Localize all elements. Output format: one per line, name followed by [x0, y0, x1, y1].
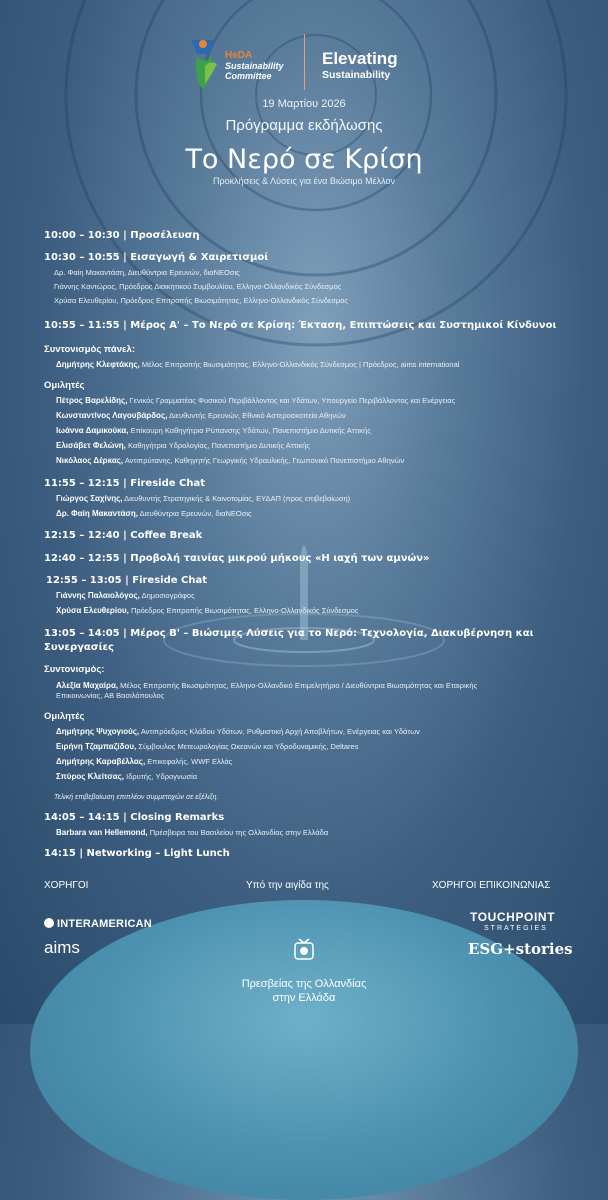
- agenda-person: Δρ. Φαίη Μακαντάση, Διευθύντρια Ερευνών, διαΝΕΟσις: [54, 268, 240, 277]
- interamerican-text: INTERAMERICAN: [57, 918, 152, 930]
- media-sponsors-label: ΧΟΡΗΓΟΙ ΕΠΙΚΟΙΝΩΝΙΑΣ: [432, 880, 551, 891]
- person-name: Κωνσταντίνος Λαγουβάρδος,: [56, 411, 168, 420]
- person-name: Νικόλαος Δέρκας,: [56, 456, 124, 465]
- agenda-slot: 10:00 – 10:30 | Προσέλευση: [44, 230, 200, 241]
- agenda-person: [56, 727, 420, 736]
- dutch-embassy-emblem-icon: [289, 937, 319, 965]
- agenda-slot: 10:55 – 11:55 | Μέρος Α' – Το Νερό σε Κρίση: Έκταση, Επιπτώσεις και Συστημικοί Κίνδυνοι: [44, 320, 557, 331]
- person-name: Ιωάννα Δαμικούκα,: [56, 426, 129, 435]
- person-role: Καθηγήτρια Υδρολογίας, Πανεπιστήμιο Δυτικής Αττικής: [128, 441, 310, 450]
- person-name: Χρύσα Ελευθερίου,: [56, 606, 129, 615]
- person-role: Γενικός Γραμματέας Φυσικού Περιβάλλοντος και Υδάτων, Υπουργείο Περιβάλλοντος και Ενέργειας: [129, 396, 456, 405]
- agenda-slot: 14:15 | Networking – Light Lunch: [44, 848, 230, 859]
- agenda-slot: 12:40 – 12:55 | Προβολή ταινίας μικρού μήκους «Η ιαχή των αμνών»: [44, 553, 430, 564]
- person-role: Διευθύντρια Ερευνών, διαΝΕΟσις: [139, 509, 252, 518]
- person-role: Αντιπρόεδρος Κλάδου Υδάτων, Ρυθμιστική Αρχή Αποβλήτων, Ενέργειας και Υδάτων: [140, 727, 420, 736]
- person-name: Ειρήνη Τζαμπαζίδου,: [56, 742, 137, 751]
- elevating-line2: Sustainability: [322, 69, 391, 81]
- agenda-slot: 11:55 – 12:15 | Fireside Chat: [44, 478, 206, 489]
- agenda-person: [56, 360, 459, 369]
- agenda-person: [56, 494, 350, 503]
- agenda-person: [56, 757, 232, 766]
- person-role: Μέλος Επιτροπής Βιωσιμότητας, Ελληνο-Ολλανδικός Σύνδεσμος | Πρόεδρος, aims international: [141, 360, 460, 369]
- person-name: Δημήτρης Κλεφτάκης,: [56, 360, 140, 369]
- agenda-subheading: Συντονισμός:: [44, 664, 105, 675]
- sponsors-label: ΧΟΡΗΓΟΙ: [44, 880, 89, 891]
- agenda-slot: 12:15 – 12:40 | Coffee Break: [44, 530, 203, 541]
- logo-divider: [304, 34, 305, 90]
- heda-line1: Sustainability: [225, 61, 284, 71]
- person-name: Γιάννης Παλαιολόγος,: [56, 591, 140, 600]
- agenda-person: [56, 396, 455, 405]
- event-title: Το Νερό σε Κρίση: [185, 144, 423, 175]
- person-name: Δημήτρης Καραβέλλας,: [56, 757, 146, 766]
- person-name: Γιώργος Σαχίνης,: [56, 494, 123, 503]
- person-role: Πρόεδρος Επιτροπής Βιωσιμότητας, Ελληνο-Ολλανδικός Σύνδεσμος: [130, 606, 359, 615]
- agenda-slot: Συνεργασίες: [44, 642, 114, 653]
- person-name: Barbara van Hellemond,: [56, 828, 148, 837]
- agenda-person: Χρύσα Ελευθερίου, Πρόεδρος Επιτροπής Βιωσιμότητας, Ελληνο-Ολλανδικός Σύνδεσμος: [54, 296, 349, 305]
- agenda-person: [56, 441, 310, 450]
- touchpoint-logo-line2: STRATEGIES: [484, 925, 548, 932]
- person-role: Ιδρυτής, Υδρογνωσία: [126, 772, 198, 781]
- person-role: Μέλος Επιτροπής Βιωσιμότητας, Ελληνο-Ολλανδικό Επιμελητήριο / Διευθύντρια Βιωσιμότητας και Εταιρικής: [120, 681, 478, 690]
- agenda-person: [56, 411, 346, 420]
- agenda-slot: 12:55 – 13:05 | Fireside Chat: [46, 575, 208, 586]
- person-role: Επίκουρη Καθηγήτρια Ρύπανσης Υδάτων, Πανεπιστήμιο Δυτικής Αττικής: [130, 426, 371, 435]
- esg-stories-logo: ESG+stories: [468, 940, 573, 958]
- agenda-person: [56, 591, 195, 600]
- aims-logo: aims: [44, 938, 80, 957]
- interamerican-logo: [44, 918, 152, 930]
- elevating-line1: Elevating: [322, 49, 398, 68]
- person-name: Πέτρος Βαρελίδης,: [56, 396, 128, 405]
- agenda-person: [56, 828, 328, 837]
- person-name: Αλεξία Μαχαίρα,: [56, 681, 119, 690]
- agenda-subheading: Ομιλητές: [44, 711, 85, 722]
- agenda-slot: 14:05 – 14:15 | Closing Remarks: [44, 812, 225, 823]
- agenda-subheading: Συντονισμός πάνελ:: [44, 344, 135, 355]
- person-role: Πρέσβειρα του Βασιλείου της Ολλανδίας στην Ελλάδα: [149, 828, 329, 837]
- agenda-person: [56, 426, 371, 435]
- touchpoint-logo-line1: TOUCHPOINT: [470, 910, 556, 924]
- agenda-slot: 10:30 – 10:55 | Εισαγωγή & Χαιρετισμοί: [44, 252, 269, 263]
- program-label: Πρόγραμμα εκδήλωσης: [225, 117, 383, 134]
- elevating-sustainability-logo-icon: [320, 40, 420, 88]
- embassy-line1: Πρεσβείας της Ολλανδίας: [241, 978, 367, 990]
- person-role: Σύμβουλος Μετεωρολογίας Ωκεανών και Υδροδυναμικής, Deltares: [138, 742, 359, 751]
- agenda-person: [56, 681, 477, 690]
- event-subtitle: Προκλήσεις & Λύσεις για ένα Βιώσιμο Μέλλον: [213, 176, 395, 186]
- interamerican-mark-icon: [44, 918, 54, 928]
- agenda-person: [56, 606, 358, 615]
- person-name: Δρ. Φαίη Μακαντάση,: [56, 509, 138, 518]
- auspices-label: Υπό την αιγίδα της: [246, 880, 329, 891]
- agenda-subheading: Ομιλητές: [44, 380, 85, 391]
- heda-line2: Committee: [225, 71, 272, 81]
- heda-brand-text: HeDA: [225, 50, 253, 61]
- agenda-person: [56, 691, 164, 700]
- person-role: Δημοσιογράφος: [141, 591, 195, 600]
- agenda-slot: 13:05 – 14:05 | Μέρος Β' – Βιώσιμες Λύσεις για το Νερό: Τεχνολογία, Διακυβέρνηση και: [44, 628, 534, 639]
- person-name: Ελισάβετ Φελώνη,: [56, 441, 126, 450]
- person-role: Διευθυντής Ερευνών, Εθνικό Αστεροσκοπείο Αθηνών: [169, 411, 346, 420]
- person-name: Δημήτρης Ψυχογιούς,: [56, 727, 140, 736]
- agenda-person: [56, 772, 197, 781]
- person-role: Επικεφαλής, WWF Ελλάς: [147, 757, 233, 766]
- agenda-person: [56, 456, 404, 465]
- agenda-person: [56, 509, 252, 518]
- person-name: Σπύρος Κλείτσας,: [56, 772, 125, 781]
- event-date: 19 Μαρτίου 2026: [262, 98, 346, 110]
- embassy-line2: στην Ελλάδα: [272, 992, 336, 1004]
- person-role: Αντιπρύτανης, Καθηγητής Γεωργικής Υδραυλικής, Γεωπονικό Πανεπιστήμιο Αθηνών: [124, 456, 405, 465]
- person-role: Επικοινωνίας, ΑΒ Βασιλόπουλος: [56, 691, 165, 700]
- agenda-note: Τελική επιβεβαίωση επιπλέον συμμετοχών σε εξέλιξη.: [54, 794, 219, 801]
- agenda-person: Γιάννης Καντώρος, Πρόεδρος Διοικητικού Συμβουλίου, Ελληνο-Ολλανδικός Σύνδεσμος: [54, 282, 342, 291]
- person-role: Διευθυντής Στρατηγικής & Καινοτομίας, ΕΥΔΑΠ (προς επιβεβαίωση): [124, 494, 351, 503]
- header: [0, 0, 608, 200]
- agenda-person: [56, 742, 358, 751]
- heda-logo-icon: [185, 36, 295, 92]
